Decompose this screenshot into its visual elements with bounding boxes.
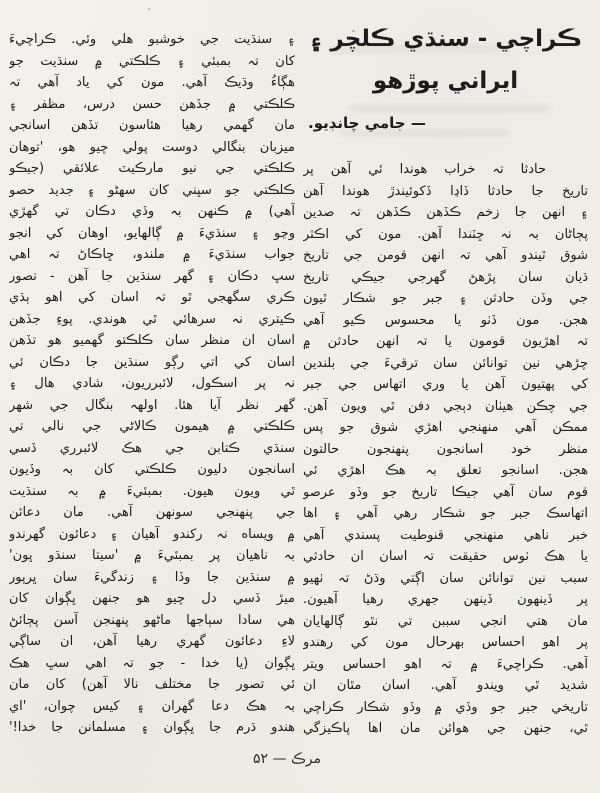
text-line: جي پنهنجي سونهن آهي. مان دعائن [9, 505, 295, 520]
scan-speck [148, 8, 150, 10]
text-line: ميزبان بنگالي دوست پولي چيو هو، 'توهان [9, 139, 295, 155]
text-line: شوق ٿيندو آهي تہ انهن قومن جي تاريخ [303, 248, 588, 263]
text-line: ۾ ويساه نہ رکندو آهيان ۽ دعائون گهرندو [9, 526, 295, 542]
text-line: بہ ناهيان پر بمبئيءَ ۾ 'سيتا سنڌو ڀون' [9, 548, 295, 563]
text-line: ئي تصور جا مختلف نالا آهن) کان مان [9, 677, 295, 692]
text-line: لاءِ دعائون گهري رهيا آهن، ان ساڳي [9, 634, 295, 649]
text-line: حادثا تہ خراب هوندا ئي آهن پر [303, 162, 546, 177]
text-line: سنڌي ڪتابن جي هڪ لائبرري ڏسي [9, 440, 295, 456]
text-line: پر اهو احساس بهرحال مون کي رهندو [303, 635, 588, 650]
text-line: يا هڪ ٺوس حقيقت تہ اسان ان حادثي [303, 549, 588, 564]
page-footer-number: مرڪ — ۵۲ [253, 751, 321, 767]
text-line: گهر نظر آيا هئا. اولهہ بنگال جي شهر [9, 397, 295, 413]
text-line: اسان کي اتي رڳو سنڌين جا دڪان ئي [9, 354, 295, 370]
text-line: کي پهتيون آهن يا وري اتهاس جي جبر [303, 377, 588, 392]
text-line: تہ اهڙيون قومون يا تہ انهن حادثن ۾ [303, 334, 588, 349]
text-line: شديد ٿي ويندو آهي. اسان مٿان ان [303, 678, 588, 693]
text-line: چڙهي نين توانائن سان ترقيءَ جي بلندين [303, 355, 588, 371]
text-line: ڪري سگهجي ٿو تہ اسان کي اهو ٻڌي [9, 290, 295, 305]
text-line: کان تہ بمبئي ۽ ڪلڪتي ۾ سنڌيت جو [9, 53, 295, 69]
text-line: نہ پر اسڪول، لائبرريون، شادي هال ۽ [9, 376, 295, 391]
text-line: اسان ان منظر سان ڪلڪتو گهميو هو تڏهن [9, 333, 295, 348]
text-line: اسانجون دليون ڪلڪتي کان بہ وڏيون [9, 462, 295, 477]
article-title-line2: ايراني پوڙهو [372, 68, 519, 94]
text-line: ڪلڪتي جو سڀني کان سهڻو ۽ جديد حصو [9, 182, 295, 198]
text-line: هي سادا سٻاجها ماڻهو پنهنجن آسن پڄائڻ [9, 612, 295, 628]
text-line: مان گهمي رهيا هئاسون تڏهن اسانجي [9, 118, 295, 133]
text-line: پڄاڻان بہ نہ ڇٽندا آهن. مون کي اڪثر [303, 226, 588, 242]
text-line: ڪيتري نہ سرهائي ٿي هوندي. پوءِ جڏهن [9, 311, 295, 327]
text-line: جي چڪن هيٺان دٻجي دفن ٿي ويون آهن. [303, 398, 588, 414]
text-line: خبر ناهي منهنجي قنوطيت پسندي آهي [303, 527, 588, 543]
text-line: جي وڏن حادثن ۽ جبر جو شڪار ٿيون [303, 291, 588, 306]
text-line: ممڪن آهي منهنجي اهڙي شوق جو پس [303, 420, 588, 435]
text-line: ڪلڪتي جي نيو مارڪيٽ علائقي (جيڪو [9, 161, 295, 176]
text-line: ڀڳوان (يا خدا - جو تہ اهي سڀ هڪ [9, 655, 295, 671]
text-line: منظر خود اسانجون پنهنجون حالتون [303, 441, 588, 457]
text-line: بہ هڪ دعا گهران ۽ کيس چوان، 'اي [9, 698, 295, 714]
text-line: آهي. ڪراچيءَ ۾ تہ اهو احساس ويتر [303, 656, 588, 672]
text-line: ڪلڪتي ۾ جڏهن حسن درس، مظفر ۽ [9, 96, 295, 112]
left-column-text [9, 29, 295, 739]
text-line: تاريخي جبر جو وڏي ۾ وڏو شڪار ڪراچي [303, 699, 588, 715]
text-line: تاريخ جا حادثا ڏاڍا ڏکوئيندڙ هوندا آهن [303, 183, 588, 199]
text-line: هندو ڌرم جا ڀڳوان ۽ مسلمانن جا خدا!' [9, 720, 295, 735]
text-line: هڳاءُ وڌيڪ آهي. مون کي ياد آهي تہ [9, 75, 295, 90]
text-line: هجن. مون ڏٺو يا محسوس ڪيو آهي [303, 312, 588, 328]
bleed-through-artifact [350, 105, 550, 113]
text-line: جواب سنڌيءَ ۾ ملندو، ڇاڪاڻ تہ اهي [9, 247, 295, 262]
article-title-line1: ڪراچي - سنڌي ڪلچر ۽ [308, 26, 583, 52]
text-line: مان هتي انجي سببن تي نٿو ڳالهايان [303, 613, 588, 629]
text-line: ۽ سنڌيت جي خوشبو هلي وئي. ڪراچيءَ [9, 32, 295, 47]
text-line: وڃو ۽ سنڌيءَ ۾ ڳالهايو، اوهان کي انجو [9, 225, 295, 241]
text-line: سبب نين توانائن سان اڳتي وڌڻ تہ ٺهيو [303, 570, 588, 586]
text-line: ڪلڪتي ۾ هيمون ڪالاڻي جي نالي تي [9, 419, 295, 434]
text-line: ٿي، جنهن جي هوائن مان اها پاڪيزگي [303, 721, 588, 736]
text-line: قوم سان آهي جيڪا تاريخ جو وڏو عرصو [303, 484, 588, 500]
text-line: ۾ سنڌين جا وڏا ۽ زندگيءَ سان ڀرپور [9, 569, 295, 585]
text-line: ٿي ويون هيون. بمبئيءَ ۾ بہ سنڌيت [9, 483, 295, 499]
text-line: ميڙ ڏسي دل چيو هو جنهن ڀڳوان کان [9, 591, 295, 606]
text-line: ڌيان سان پڙهڻ گهرجي جيڪي تاريخ [303, 269, 588, 285]
text-line: اتهاسڪ جبر جو شڪار رهي آهي ۽ اها [303, 506, 588, 521]
text-line: ۽ انهن جا زخم ڪڏهن ڪڏهن تہ صدين [303, 205, 588, 220]
text-line: آهي) ۾ ڪنهن بہ وڏي دڪان تي گهڙي [9, 204, 295, 219]
author-byline: — جامي چانڊيو. [308, 114, 426, 132]
right-column-text [303, 159, 588, 740]
text-line: پر ڏينهون ڏينهن جهري رهيا آهيون. [303, 592, 588, 607]
text-line: سڀ دڪان ۽ گهر سنڌين جا آهن - تصور [9, 268, 295, 284]
text-line: هجن. اسانجو تعلق بہ هڪ اهڙي ئي [303, 463, 588, 478]
